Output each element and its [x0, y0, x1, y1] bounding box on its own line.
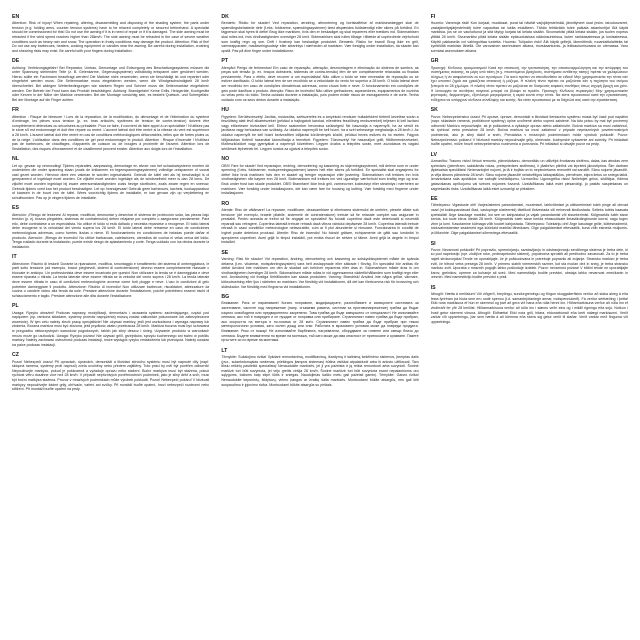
section-fi: [431, 14, 628, 53]
section-code: SI: [430, 240, 436, 247]
section-text: OBS! Fare for skade! Ved reparasjon, endring, demontering og kassering av skjermingssystemet, må delene som er under spenning (f.eks. foldearmer, motspenningssystemer) løsnes helt eller sikres på forhånd. En spesialist skal engasjeres for dette! Ikke bruk markisen hvis den er skadet og trenger reparasjon eller justering. Sidemarkisen må trekkes inn hvis vindhastigheten når høyere enn 28 km/t. Sidemarkisen må trekkes inn ved ugunstige værforhold som kraftig regn og snø. Bruk under frost kan skade produktet. OBS! Brannfare! Ikke bruk grill, varmeovner, kokeutstyr eller stearinlys i nærheten av markisen. Vær forsiktig under installasjonen, det kan være fare for knusing og kutting. Vær forsiktig med fingrene under installasjonen.: [221, 163, 419, 196]
section-text: Atenção! Perigo de ferimentos! Em caso de reparação, alteração, desmontagem e eliminação do sistema de sombra, as peças sob tensão (p. ex. braços dobráveis, sistemas de contra-tensão) têm de ser completamente relaxadas ou fixadas previamente. Para o efeito, deve recorrer a um especialista! Não utilize o toldo se este necessitar de reparação ou se estiver danificado. O toldo lateral tem de ser recolhido se a velocidade do vento for superior a 28 km/h. O toldo lateral deve ser recolhido em caso de condições climatéricas adversas, como chuva forte e neve. O funcionamento em condições de gelo pode danificar o produto. Atenção: Risco de incêndio! Não utilize grelhadores, aquecedores, equipamentos de cozinha ou velas perto do toldo. Tenha cuidado durante a instalação, pois podem existir riscos de esmagamento e de corte. Tenha cuidado com os seus dedos durante a instalação.: [221, 65, 419, 102]
section-code: BG: [221, 294, 230, 301]
section-pt: [221, 58, 418, 102]
section-code: LV: [430, 151, 437, 158]
column-left: [12, 14, 209, 630]
section-nl: [12, 156, 209, 200]
section-code: GR: [430, 58, 439, 65]
column-right: [431, 14, 628, 630]
section-text: Varning: Risk för skador! Vid reparation, ändring, demontering och kassering av solskyddssystemet måste de spända delarna (t.ex. vikarmar, motspänningssystem) vara helt avslappnade eller säkrade i förväg. En specialist bör anlitas för detta! Använd inte markisen om den är skadad och behöver repareras eller dras in. Sidomarkisen måste dras in om vindhastigheten överstiger 28 km/h. Sidomarkisen måste rullas in vid ogynnsamma väderförhållanden som kraftigt regn eller snö. Användning vid frostiga förhållanden kan skada produkten. Varning: Brandrisk! Använd inte några grillar, värmare, köksutrustning eller ljus i närheten av markisen. Var försiktig vid installationen, då det kan förekomma risk för krossning och skärskador. Var försiktig med fingrarna vid installationen.: [221, 256, 419, 289]
section-code: HU: [221, 107, 229, 114]
section-code: EE: [430, 196, 438, 203]
section-code: IS: [430, 284, 436, 291]
section-lt: [221, 348, 418, 387]
section-de: [12, 58, 209, 102]
section-sk: [431, 107, 628, 146]
section-text: Tähelepanu: Vigastuste oht! Varjesüsteemi parandamisel, muutmisel, lahtivõtmisel ja utiliseerimisel tuleb pinge all olevad osad (nt kokkupandavad õlad, vastupinge süsteemid) täielikult lõdvestada või eelnevalt kindlustada. Selleks tuleks kaasata spetsialist! Ärge kasutage markiisi, kui see on kahjustatud ja vajab parandamist või sissekerimist. Külgmarkiis tuleb sisse kerida, kui tuule kiirus ületab 28 km/h. Külgmarkiis tuleb sisse kerida ebasoodsate ilmastikutingimuste korral, nagu tugev vihm ja lumi. Kasutamine külmaga võib toodet kahjustada. Tähelepanu: Tulekahju oht! Ärge kasutage grille, kütteseadmeid, toiduvalmistamise seadmeid ega küünlaid markiisi läheduses. Olge paigaldamisel ettevaatlik, kuna võib esineda muljumis- ja lõikeohte. Olge paigaldamisel sõrmedega ettevaatlik.: [430, 203, 628, 235]
section-code: PT: [221, 58, 228, 65]
section-text: Attention: Risk of injury! When repairing, altering, disassembling and disposing of the shading system, the parts under tension (e.g. folding arms, counter tension systems) have to be relaxed completely or secured beforehand. A specialist should be commissioned for this! Do not use the awning if it is in need of repair or if it is damaged. The side awning must be retracted if the wind speed reaches higher than 28km/h. The side awning must be retracted in the case of severe weather conditions such as heavy rain and snow. The operation in frosty conditions may damage the product. Attention: Risk of fire! Do not use any barbecues, heaters, cooking equipment or candles near the awning. Be careful during installation, crushing and shearing risks may exist. Be careful with your fingers during installation.: [12, 21, 210, 53]
section-code: PL: [12, 303, 19, 310]
section-text: Внимание: Риск от нараняване! Когато поправяте, модифицирате, разглобявате и изхвърляте системата за засенчване, частите под напрежение (напр. сгъваеми рамена, системи за противонапрежение) трябва да бъдат изцяло освободени или предварително закрепени. Това трябва да бъде извършено от специалист! Не използвайте сенника, ако той е повреден и се нуждае от поправка или прибиране. Страничният навес трябва да бъде прибран, ако скоростта на вятъра е по-голяма от 28 км/ч. Страничният навес трябва да бъде прибран при тежки метеорологични условия, като силен дъжд или сняг. Работата в мразовити условия може да повреди продукта. Внимание: Риск от пожар! Не използвайте барбекюта, нагреватели, оборудване за готвене или свещи близо до сенника. Бъдете внимателни по време на монтажа, тъй като може да има опасност от притискане и срязване. Пазете пръстите си по време на монтажа.: [221, 301, 419, 343]
column-middle: [221, 14, 418, 630]
section-text: Pozor! Nebezpečí úrazu! Při opravách, úpravách, demontáži a likvidaci stínícího systému musí být napnuté díly (např. sklopná ramena, systémy proti napnutí) zcela uvolněny nebo předem zajištěny. Tuto práci by měl být pověřen odborník! Nepoužívejte markýzu, pokud je poškozená a vyžaduje opravu nebo stažení. Boční markýza musí být stažena, pokud rychlost větru dosáhne více než 28 km/h. V případě nepříznivých povětrnostních podmínek, jako je silný déšť a sníh, musí být boční markýza stažena. Provoz v mrazivých podmínkách může výrobek poškodit. Pozor! Nebezpečí požáru! V blízkosti markýzy nepoužívejte žádné grily, ohřívače, vaření ani svíčky. Při montáži buďte opatrní, hrozí nebezpečí rozdrcení nebo střižení. Při montáži buďte opatrní na prsty.: [12, 359, 210, 392]
section-text: Pozor: Nevarnost poškodb! Pri popravilu, spreminjanju, razstavljanju in odstranjevanju senčilnega sistema je treba dele, ki so pod napetostjo (npr. zložljive roke, protinapetostni sistemi), popolnoma sprostiti ali predhodno zavarovati. Za to je treba najeti strokovnjaka! Tende ne uporabljajte, če je poškodovana in potrebuje popravilo ali zvijanje. Stransko markizo je treba zviti, če hitrost vetra presega 28 km/h. V primeru slabih vremenskih razmer, kot sta močan dež in sneg, je treba stransko markizo zviti. Uporaba v mraznih pogojih lahko poškoduje izdelek. Pozor: nevarnost požara! V bližini tende ne uporabljajte žarov, grelnikov, opreme za kuhanje ali sveč. Med namestitvijo bodite previdni, obstaja lahko nevarnost zmečkanin in ureznin. Med namestitvijo bodite previdni s prsti.: [430, 247, 628, 280]
section-code: FR: [12, 107, 19, 114]
section-code: IT: [12, 254, 17, 261]
section-code: RO: [221, 200, 230, 207]
section-text: Pozor: Nebezpečenstvo úrazu! Pri oprave, úprave, demontáži a likvidácii tieniaceho systému musia byť časti pod napätím (napr. skladacie ramená, protiťahové systémy) úplne uvoľnené alebo vopred zaistené. Na túto prácu by mal byť poverený odborník! Markízu nepoužívajte, ak je poškodená a vyžaduje opravu alebo zatiahnutie. Bočná markíza sa musí zatiahnuť, ak rýchlosť vetra presiahne 28 km/h. Bočná markíza sa musí zatiahnuť v prípade nepriaznivých poveternostných podmienok, ako je silný dážď a sneh. Prevádzka v mrazivých podmienkach môže výrobok poškodiť. Pozor: Nebezpečenstvo požiaru! V blízkosti markízy nepoužívajte grily, ohrievače, kuchynské vybavenie ani sviečky. Pri inštalácii buďte opatrní, môže hroziť nebezpečenstvo rozdrvenia a porezania. Pri inštalácii si dávajte pozor na prsty.: [430, 114, 628, 147]
section-lv: [431, 152, 628, 191]
section-text: Attention : Risque de blessure ! Lors de la réparation, de la modification, du démontage et de l'élimination du système d'ombrage, les pièces sous tension (p. ex. bras articulés, systèmes de tension de contre-tension) doivent être complètement détendues ou sécurisées au préalable. Pour ce faire, il convient de faire appel à un spécialiste ! N'utilisez pas le store s'il est endommagé et doit être réparé ou rentré. L'auvent latéral doit être rentré si la vitesse du vent est supérieure à 28 km/h. L'auvent latéral doit être rentré en cas de conditions météorologiques défavorables, telles que de fortes pluies ou de la neige. L'utilisation dans des conditions de gel peut endommager le produit. Attention : Risque d'incendie ! N'utilisez pas de barbecues, de chauffages, d'appareils de cuisson ou de bougies à proximité de l'auvent. Attention lors de l'installation, des risques d'écrasement et de cisaillement peuvent exister. Attention aux doigts lors de l'installation.: [12, 114, 210, 151]
section-text: Athugið: Hætta á meiðslum! Við viðgerð, breytingu, sundurgreiningu og förgun skuggakerfisins verður að slaka alveg á eða festa fyrirfram þá hluta sem eru undir spennu (t.d. samanbrjótanlegir armar, mótspennukerfi). Fá verður sérfræðing í þetta! Ekki nota markisuna ef hún er skemmd og þarf að gera við hana eða rúlla henni inn. Hliðarmarkísuna verður að rúlla inn ef vindhraði fer yfir 28 km/klst. Hliðarmarkísuna verður að rúlla inn í slæmu veðri eins og í mikilli rigningu eða snjó. Notkun í frosti getur skemmt vöruna. Athugið: Eldhætta! Ekki nota grill, hitara, eldunarbúnað eða kerti nálægt markísunni. Verið varkár við uppsetningu, þar sem hætta á að klemma eða skera sig getur verið til staðar. Verið varkár með fingurna við uppsetningu.: [430, 292, 628, 324]
section-es: [12, 205, 209, 249]
section-code: LT: [221, 347, 228, 354]
section-code: CZ: [12, 352, 19, 359]
section-cz: [12, 352, 209, 391]
section-text: Figyelem: Sérülésveszély! Javítás, módosítás, szétszerelés és a árnyékoló rendszer hulladékként történő kezelése során a feszültség alatt lévő alkatrészeket (például a hajtogatott karokat, ellentétes feszültség rendszereket) teljesen ki kell lazítani vagy előzetesen biztosítani kell. Ehhez szakember bevonása szükséges! Ne használja a napernyőt, ha az sérült és javításra vagy behúzásra van szükség. Az oldalsó napernyőt be kell húzni, ha a szél sebessége meghaladja a 28 km/h-t. Az oldalsó napernyőt be kell húzni kedvezőtlen időjárási körülmények között, például heves esőzés és hó esetén. Fagyos időjárásban történő használat károsíthatja a terméket. Figyelem: Tűzveszély! Ne használjon grillt, fűtőberendezéseket, főzőeszközöket vagy gyertyákat a napernyő közelében. Legyen óvatos a telepítés során, mert zúzódásos és vágási sérülések léphetnek fel. Legyen óvatos az ujjaival a telepítés során.: [221, 114, 419, 151]
section-ro: [221, 201, 418, 245]
section-se: [221, 250, 418, 289]
section-text: Tėmykite: Sužalojimo rizika! Vykdant remontavimą, modifikavimą, išardymą ir šalinimą šešėlinimo sistemos, įtemptas dalis (pvz., sulankstomąsias rankenas, priešingos įtampos sistemas) būtina visiškai atpalaiduoti arba iš anksto užfiksuoti. Tam tikslu reikėtų pasitelkti specialistą! Nenaudokite markizės, jei ji yra pažeista ir ją reikia remontuoti arba suvynioti. Šoninė markizė turi būti suvyniota, jei vėjo greitis viršija 28 km/h. Šoninė markizė turi būti suvyniota esant nepalankioms oro sąlygoms, tokioms kaip stipri liūtis ir sniegas. Naudojimas šalčio metu gali pažeisti gaminį. Tėmykite: Gaisro rizika! Nenaudokite kepsninių, šildytuvų, virimo įrangos ar žvakių šalia markizės. Montuodami būkite atsargūs, nes gali kilti suspaudimo ir įpjovimo rizika. Montuodami būkite atsargūs su pirštais.: [221, 354, 419, 387]
section-text: Uzmanību: Traumu risks! Veicot remontu, pārveidošanu, demontāžu un utilizējot ēnošanas sistēmu, daļas, kas atrodas zem spriedzes (piemēram, salokāmās rokas, pretspriedzes sistēmas), ir jāatbrīvo pilnībā vai iepriekš jānostiprina. Šim darbam jāpiesaista speciālists! Neizmantojiet nojumi, ja tā ir bojāta un to nepieciešams remontēt vai sarullēt. Sānu nojume jāsarullē, ja vēja ātrums pārsniedz 28 km/h. Sānu nojume jāsarullē nelabvēlīgos laikapstākļos, piemēram, stipra lietus un sniega laikā. Izmantošana sala apstākļos var sabojāt izstrādājumu. Uzmanību: Ugunsgrēka risks! Nelietojiet grilus, sildītājus, ēdiena gatavošanas aprīkojumu vai sveces nojumes tuvumā. Uzstādīšanas laikā esiet piesardzīgi, jo pastāv saspiešanas un sagriešanās risks. Uzstādīšanas laikā esiet uzmanīgi ar pirkstiem.: [430, 159, 628, 191]
section-is: [431, 285, 628, 324]
section-text: Achtung: Verletzungsgefahr! Bei Reparatur, Umbau, Demontage und Entsorgung des Beschattungssystems müssen die unter Spannung stehenden Teile (z. B. Gelenkarme, Gegenzugsysteme) vollständig entspannt oder gesichert werden. Hierzu sollte ein Fachmann beauftragt werden! Die Markise nicht verwenden, wenn sie beschädigt ist und repariert oder eingefahrt werden muss. Die Seitenmarkise muss eingefahren werden, wenn die Windgeschwindigkeit 28 km/h überschreitet. Bei widrigen Wetterbedingungen wie starkem Regen und Schnee muss die Seitenmarkise eingefahren werden. Der Betrieb bei Frost kann das Produkt beschädigen. Achtung: Brandgefahr! Keine Grills, Heizgeräte, Kochgeräte oder Kerzen in der Nähe der Markise verwenden. Bei der Montage vorsichtig sein, es besteht Quetsch- und Schergefahr. Bei der Montage auf die Finger achten.: [12, 65, 210, 102]
section-en: [12, 14, 209, 53]
section-text: Attenzione: Rischio di lesioni! Durante la riparazione, modifica, smontaggio e smaltimento del sistema di ombreggiatura, le parti sotto tensione (ad esempio, bracci pieghevoli, sistemi di controtensione) devono essere completamente rilassate o bloccate in anticipo. Un professionista deve essere incaricato per questo! Non utilizzare la tenda se è danneggiata e deve essere riparata o ritirata. La tenda laterale deve essere ritirata se la velocità del vento supera i 28 km/h. La tenda laterale deve essere ritirata in caso di condizioni meteorologiche avverse come forti piogge e neve. L'uso in condizioni di gelo potrebbe danneggiare il prodotto. Attenzione: Rischio di incendio! Non utilizzare barbecue, riscaldatori, attrezzature da cucina o candele vicino alla tenda da sole. Prestare attenzione durante l'installazione, poiché potrebbero esserci rischi di schiacciamento e taglio. Prestare attenzione alle dita durante l'installazione.: [12, 261, 210, 298]
section-no: [221, 156, 418, 195]
section-text: Προσοχή: Κίνδυνος τραυματισμού! Κατά την επισκευή, την τροποποίηση, την αποσυναρμολόγηση και την απόρριψη του συστήματος σκίασης, τα μέρη υπό τάση (π.χ. πτυσσόμενοι βραχίονες, συστήματα αντίθετης τάσης) πρέπει να χαλαρώσουν πλήρως ή να ασφαλιστούν εκ των προτέρων. Για αυτό πρέπει να απευθυνθείτε σε ειδικό! Μην χρησιμοποιείτε την τέντα εάν έχει υποστεί ζημιά και χρειάζεται επισκευή ή μάζεμα. Η πλαϊνή τέντα πρέπει να μαζεύεται εάν η ταχύτητα του ανέμου ξεπερνά τα 28 χλμ/ώρα. Η πλαϊνή τέντα πρέπει να μαζεύεται σε δυσμενείς καιρικές συνθήκες όπως ισχυρή βροχή και χιόνι. Η λειτουργία σε συνθήκες παγετού μπορεί να βλάψει το προϊόν. Προσοχή: Κίνδυνος πυρκαγιάς! Μην χρησιμοποιείτε ψησταριές, θερμαντήρες, εξοπλισμό μαγειρέματος ή κεριά κοντά στην τέντα. Να είστε προσεκτικοί κατά την εγκατάσταση, ενδέχεται να υπάρχουν κίνδυνοι σύνθλιψης και κοπής. Να είστε προσεκτικοί με τα δάχτυλά σας κατά την εγκατάσταση.: [430, 65, 628, 102]
section-code: DK: [221, 14, 229, 20]
section-hu: [221, 107, 418, 151]
section-code: NO: [221, 156, 230, 163]
section-code: ES: [12, 205, 19, 212]
section-gr: [431, 58, 628, 102]
section-text: Atenție: Risc de vătămare! La reparare, modificare, dezasamblare și eliminarea sistemului de umbrire, piesele aflate sub tensiune (de exemplu, brațele pliabile, sistemele de contratensiune) trebuie să fie relaxate complet sau asigurate în prealabil. Pentru aceasta ar trebui să fie angajat un specialist! Nu folosiți copertina dacă este deteriorată și necesită reparații sau retragere. Copertina laterală trebuie retrasă dacă viteza vântului depășește 28 km/h. Copertina laterală trebuie retrasă în cazul condițiilor meteorologice nefavorabile, cum ar fi ploi abundente și ninsoare. Funcționarea în condiții de înghet poate deteriora produsul. Atenție: Risc de incendiu! Nu folosiți grătare, echipamente de gătit sau lumânări în apropierea copertinei. Aveți grijă în timpul instalării, pot exista riscuri de strivire și tăiere. Aveți grijă la degete în timpul instalării.: [221, 207, 419, 245]
section-text: Bemærk: Risiko for skader! Ved reparation, ændring, afmontering og bortskaffelse af markiseanlægget skal de spændingsbelastede dele (f.eks. foldearme, spændingssystemer) først afspændes fuldstændigt eller sikres på forhånd. En fagperson skal hyres til dette! Brug ikke markisen, hvis den er beskadiget og skal repareres eller trækkes ind. Sidemarkisen skal rulles ind, hvis vindhastigheden overstiger 28 km/t. Sidemarkisen skal rulles tilbage i tilfælde af uopfordrede vejrforhold som kraftig regn og sne. Drift i frostvejr kan beskadige produktet. Bemærk: Risiko for brand! Brug ikke en grill, varmeapparater, madlavningsudstyr eller stearinlys i nærheden af markisen. Vær forsigtig under installation, da skader kan opstå. Pas på dine fingre under installationen.: [221, 21, 419, 53]
section-text: Let op: gevaar op verwonding! Tijdens reparaties, aanpassing, demontage en afvoer van het schaduwsysteem moeten de onderdelen die onder spanning staan (zoals de knikarmen en tegenspanningssystemen) volledige ontspannen of vooraf vast gezet worden. Hiervoor dient een vakman te worden ingeschakeld. Gebruik de luifel niet als hij beschadigd is of gerepareerd of ingeklapt moet worden. De zijluifel moet worden ingeklapt als de windsnelheid meer is dan 28 km/u. De zijluifel moet worden ingeklapt bij zware weersomstandigheden zoals hevige stortbuien, zoals zware regen en sneeuw. Gebruik tijdens vorst kan het product beschadigen. Let op: brandgevaar! Gebruik geen barbecues, kachels, kookapparatuur of kaarsen in de buurt van de luifel. Wees voorzichtig tijdens de installatie, er kan gevaar zijn op verplettering en schuifwonden. Pas op je vingers tijdens de installatie.: [12, 163, 210, 200]
section-pl: [12, 303, 209, 347]
section-it: [12, 254, 209, 298]
section-ee: [431, 196, 628, 235]
section-bg: [221, 294, 418, 343]
section-dk: [221, 14, 418, 53]
section-fr: [12, 107, 209, 151]
section-si: [431, 241, 628, 280]
section-code: SE: [221, 249, 229, 256]
section-code: SK: [430, 107, 438, 114]
section-code: NL: [12, 156, 19, 163]
section-code: FI: [430, 14, 436, 20]
section-text: Huomio: Vammoja riski! Kun korjaat, muokkaat, purat tai hävität varjojärjestelmää, jännittyneet osat (esim. taivutusvarret, vastajännitysjärjestelmät) tulee vapauttaa tai lukita etukäteen. Tähän tehtävään tulee palkata asiantuntija! Älä käytä markiisia, jos se on vaurioitunut ja sitä täytyy korjata tai kelata sisään. Sivumarkiisi pitää kelata sisään, jos tuulen nopeus ylittää 28 km/h. Sivumarkiisi pitää kelata sisään epäsuotuisissa sääolosuhteissa, kuten rankkasateessa ja lumisateessa. Käyttö pakkasella voi vahingoittaa tuotetta. Huomio: Tulipalon riski! Älä käytä grillejä, lämmittimiä, ruoanlaittolaitteita tai kynttilöitä markiisin lähellä. Ole varovainen asennuksen aikana, murskaantumis- ja leikkautumisvaara on olemassa. Varo sormiasi asennuksen aikana.: [430, 21, 628, 53]
section-code: DE: [12, 58, 20, 65]
section-text: Uwaga: Ryzyko obrażeń! Podczas naprawy, modyfikacji, demontażu i usuwania systemu zacieniającego, części pod napięciem (np. ramiona składane, systemy przeciw naprężenia) muszą zostać całkowicie poluzowane lub zabezpieczone wcześniej. W tym celu należy zlecić pracę specjaliście! Nie używać markizy, jeśli jest uszkodzona i wymaga naprawy lub złożenia. Boczna markiza musi być złożona, jeśli prędkość wiatru przekracza 28 km/h. Markiza boczna musi być schowana w przypadku niekorzystnych warunków pogodowych, takich jak silny deszcz i śnieg. Używanie produktu w warunkach mrozu może go uszkodzić. Uwaga: Ryzyko pożaru! Nie używać grilli, grzejników, sprzętu kuchennego ani świec w pobliżu markizy. Należy zachować ostrożność podczas instalacji, może wystąpić ryzyko zmiażdżenia lub przecięcia. Należy uważać na palce podczas instalacji.: [12, 310, 210, 347]
section-text: Atención: ¡Riesgo de lesiones! Al reparar, modificar, desmontar y desechar el sistema de protección solar, las piezas bajo tensión (p. ej. brazos plegables, sistemas de contratensión) deben relajarse por completo o asegurarse previamente. Para ello, debe contratarse a un especialista. No utilice el toldo si está dañado y necesita repararse o recogerse. El toldo lateral debe recogerse si la velocidad del viento supera los 28 km/h. El toldo lateral debe retraerse en caso de condiciones meteorológicas adversas, como fuertes lluvias o nieve. El funcionamiento en condiciones de heladas puede dañar el producto. Atención: ¡Riesgo de incendio! No utilice barbacoas, calefactores, utensilios de cocina ni velas cerca del toldo. Tenga cuidado durante la instalación, puede existir riesgo de aplastamiento y corte. Tenga cuidado con los dedos durante la instalación.: [12, 212, 210, 249]
section-code: EN: [12, 14, 20, 20]
